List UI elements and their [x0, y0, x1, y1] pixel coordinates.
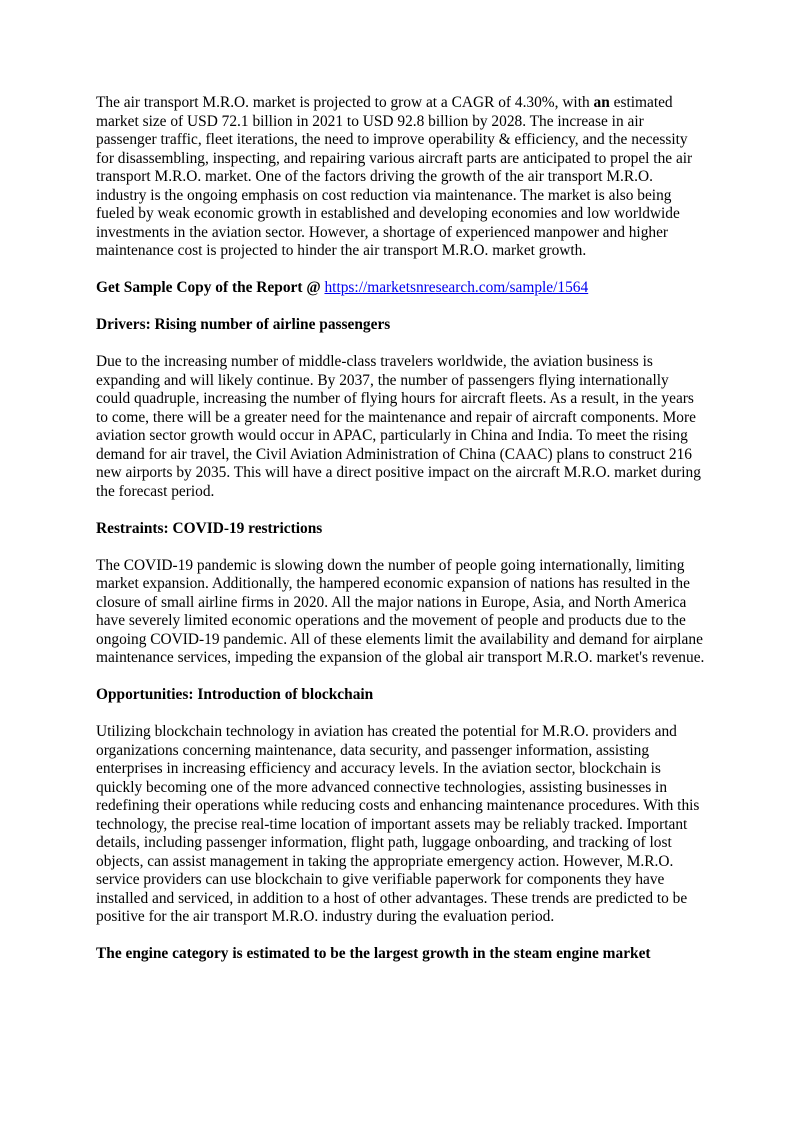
intro-text-part2: estimated market size of USD 72.1 billion in 2021 to USD 92.8 billion by 2028. The increase in air passenger traffic, fleet iterations, the need to improve operability & efficiency, and the necessity for disassembling, inspecting, and repairing various aircraft parts are anticipated to propel the air transport M.R.O. market. One of the factors driving the growth of the air transport M.R.O. industry is the ongoing emphasis on cost reduction via maintenance. The market is also being fueled by weak economic growth in established and developing economies and low worldwide investments in the aviation sector. However, a shortage of experienced manpower and higher maintenance cost is projected to hinder the air transport M.R.O. market growth. [96, 94, 693, 259]
restraints-paragraph: The COVID-19 pandemic is slowing down the number of people going internationally, limiting market expansion. Additionally, the hampered economic expansion of nations has resulted in the closure of small airline firms in 2020. All the major nations in Europe, Asia, and North America have severely limited economic operations and the movement of people and products due to the ongoing COVID-19 pandemic. All of these elements limit the availability and demand for airplane maintenance services, impeding the expansion of the global air transport M.R.O. market's revenue. [96, 556, 705, 666]
intro-paragraph [96, 94, 706, 261]
intro-text-part1: The air transport M.R.O. market is projected to grow at a CAGR of 4.30%, with [96, 94, 594, 111]
restraints-heading: Restraints: COVID-19 restrictions [96, 519, 323, 537]
intro-bold-word: an [593, 94, 610, 111]
opportunities-paragraph: Utilizing blockchain technology in aviation has created the potential for M.R.O. providers and organizations concerning maintenance, data security, and passenger information, assisting enterprises in increasing efficiency and accuracy levels. In the aviation sector, blockchain is quickly becoming one of the more advanced connective technologies, assisting businesses in redefining their operations while reducing costs and enhancing maintenance procedures. With this technology, the precise real-time location of important assets may be reliably tracked. Important details, including passenger information, flight path, luggage onboarding, and tracking of lost objects, can assist management in taking the appropriate emergency action. However, M.R.O. service providers can use blockchain to give verifiable paperwork for components they have installed and serviced, in addition to a host of other advantages. These trends are predicted to be positive for the air transport M.R.O. industry during the evaluation period. [96, 723, 700, 925]
engine-heading: The engine category is estimated to be the largest growth in the steam engine market [96, 945, 651, 962]
drivers-heading: Drivers: Rising number of airline passengers [96, 316, 391, 333]
sample-copy-label: Get Sample Copy of the Report @ [96, 279, 325, 296]
opportunities-heading: Opportunities: Introduction of blockchain [96, 686, 374, 703]
sample-copy-line [96, 279, 706, 298]
document-page [96, 94, 706, 982]
drivers-paragraph: Due to the increasing number of middle-class travelers worldwide, the aviation business is expanding and will likely continue. By 2037, the number of passengers flying internationally could quadruple, increasing the number of flying hours for aircraft fleets. As a result, in the years to come, there will be a greater need for the maintenance and repair of aircraft components. More aviation sector growth would occur in APAC, particularly in China and India. To meet the rising demand for air travel, the Civil Aviation Administration of China (CAAC) plans to construct 216 new airports by 2035. This will have a direct positive impact on the aircraft M.R.O. market during the forecast period. [96, 353, 701, 500]
sample-copy-link[interactable]: https://marketsnresearch.com/sample/1564 [324, 279, 589, 296]
